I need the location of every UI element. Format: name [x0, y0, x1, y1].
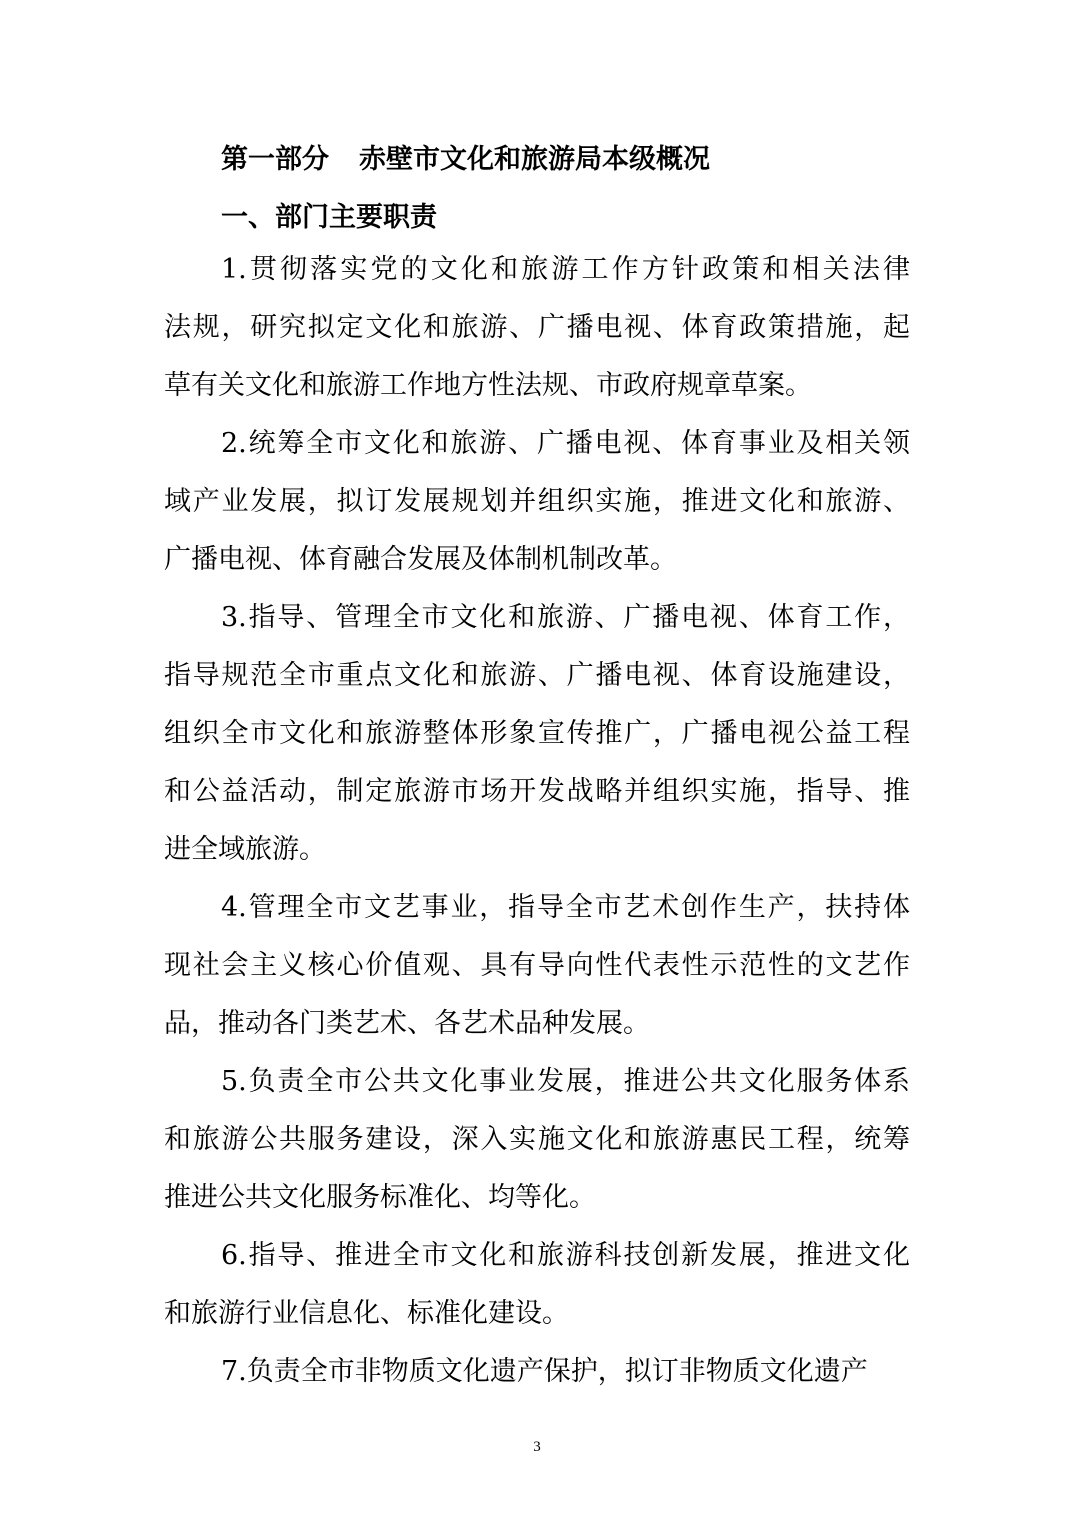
paragraph-line: 品，推动各门类艺术、各艺术品种发展。 — [164, 1008, 650, 1039]
paragraph-line: 现社会主义核心价值观、具有导向性代表性示范性的文艺作 — [164, 950, 910, 981]
section-title: 一、部门主要职责 — [221, 202, 437, 233]
paragraph-line: 和公益活动，制定旅游市场开发战略并组织实施，指导、推 — [164, 776, 910, 807]
paragraph-line: 和旅游公共服务建设，深入实施文化和旅游惠民工程，统筹 — [164, 1124, 910, 1155]
paragraph-line: 1.贯彻落实党的文化和旅游工作方针政策和相关法律 — [221, 254, 910, 285]
paragraph-line: 指导规范全市重点文化和旅游、广播电视、体育设施建设， — [164, 660, 910, 691]
paragraph-line: 6.指导、推进全市文化和旅游科技创新发展，推进文化 — [221, 1240, 910, 1271]
paragraph-line: 7.负责全市非物质文化遗产保护，拟订非物质文化遗产 — [221, 1356, 868, 1387]
paragraph-line: 推进公共文化服务标准化、均等化。 — [164, 1182, 596, 1213]
paragraph-line: 组织全市文化和旅游整体形象宣传推广，广播电视公益工程 — [164, 718, 910, 749]
part-name: 赤壁市文化和旅游局本级概况 — [359, 144, 710, 175]
paragraph-line: 4.管理全市文艺事业，指导全市艺术创作生产，扶持体 — [221, 892, 910, 923]
part-title — [221, 140, 710, 180]
paragraph-line: 草有关文化和旅游工作地方性法规、市政府规章草案。 — [164, 370, 812, 401]
paragraph-line: 2.统筹全市文化和旅游、广播电视、体育事业及相关领 — [221, 428, 910, 459]
paragraph-line: 和旅游行业信息化、标准化建设。 — [164, 1298, 569, 1329]
paragraph-line: 域产业发展，拟订发展规划并组织实施，推进文化和旅游、 — [164, 486, 910, 517]
paragraph-line: 3.指导、管理全市文化和旅游、广播电视、体育工作， — [221, 602, 910, 633]
page-number: 3 — [533, 1439, 541, 1455]
part-label: 第一部分 — [221, 144, 329, 175]
paragraph-line: 广播电视、体育融合发展及体制机制改革。 — [164, 544, 677, 575]
paragraph-line: 进全域旅游。 — [164, 834, 326, 865]
paragraph-line: 法规，研究拟定文化和旅游、广播电视、体育政策措施，起 — [164, 312, 910, 343]
paragraph-line: 5.负责全市公共文化事业发展，推进公共文化服务体系 — [221, 1066, 910, 1097]
